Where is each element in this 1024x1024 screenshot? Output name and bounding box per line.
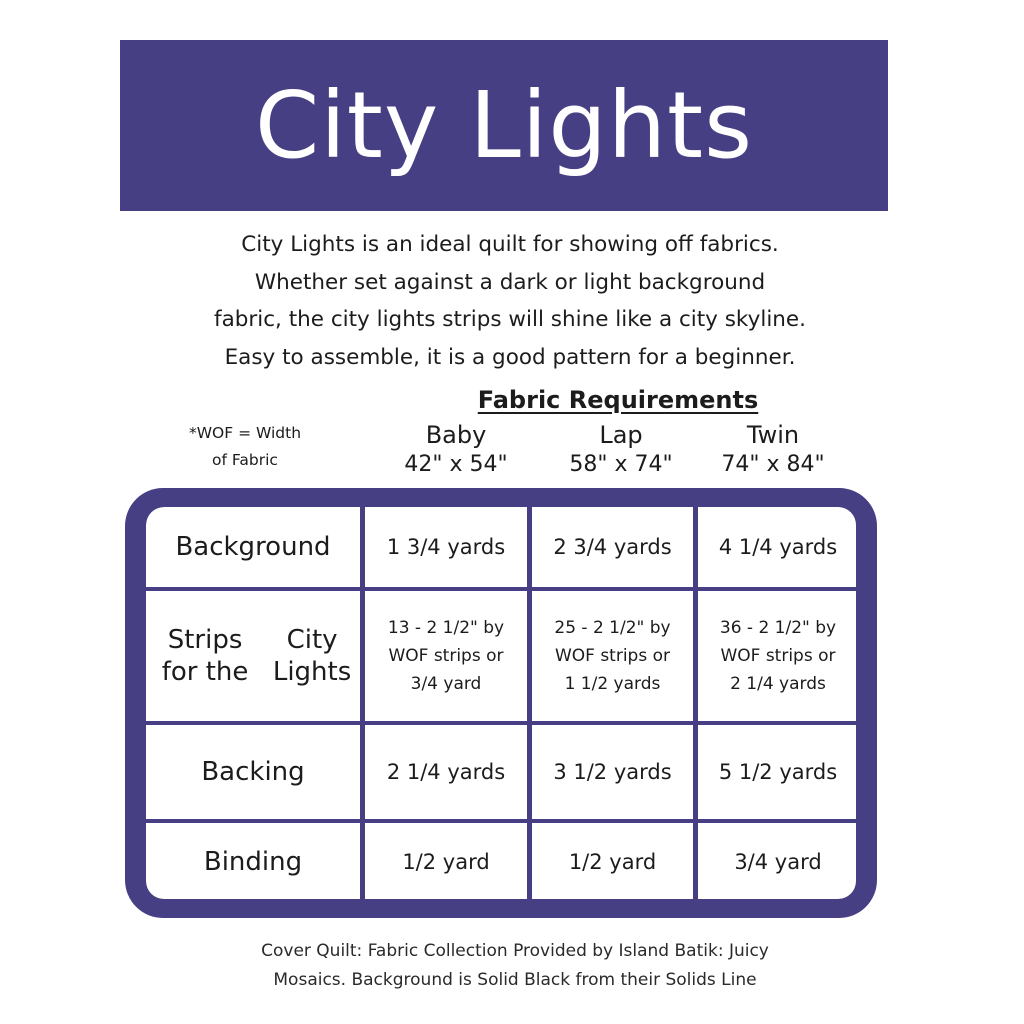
value-line: 1 3/4 yards [386,534,506,559]
size-dimensions: 42" x 54" [404,452,508,477]
value-line: 2 1/4 yards [730,674,826,694]
value-line: 36 - 2 1/2" by [719,618,837,638]
value-cell-baby [365,823,527,899]
row-label-strips-for-the-city-lights [146,591,360,721]
footer-line: Cover Quilt: Fabric Collection Provided by Island Batik: Juicy [261,941,769,961]
value-cell-baby [365,591,527,721]
value-line: WOF strips or [554,646,671,666]
value-cell-twin [698,507,856,587]
size-header-lap [548,420,694,480]
row-label-line: Backing [201,756,305,787]
value-cell-lap [532,591,693,721]
value-line: 2 1/4 yards [386,759,506,784]
value-cell-baby [365,725,527,819]
size-name: Lap [599,421,643,449]
value-line: 3/4 yard [410,674,482,694]
wof-note-line: of Fabric [212,451,278,469]
size-name: Baby [425,421,487,449]
value-line: 2 3/4 yards [553,534,672,559]
intro-line: Easy to assemble, it is a good pattern for a beginner. [224,344,796,370]
value-cell-lap [532,725,693,819]
size-name: Twin [746,421,800,449]
value-line: WOF strips or [720,646,836,666]
value-cell-baby [365,507,527,587]
title-banner [120,40,888,211]
value-line: 1 1/2 yards [564,674,661,694]
value-line: 1/2 yard [568,849,657,874]
footer-line: Mosaics. Background is Solid Black from their Solids Line [273,970,757,990]
intro-line: City Lights is an ideal quilt for showing off fabrics. [241,232,779,257]
value-line: 5 1/2 yards [718,759,838,784]
page-title: City Lights [254,71,754,179]
value-cell-lap [532,507,693,587]
row-label-line: Background [175,531,331,562]
value-line: 13 - 2 1/2" by [387,618,505,638]
value-line: 1/2 yard [402,849,490,874]
size-header-baby [383,420,529,480]
intro-paragraph [130,226,890,376]
size-header-twin [700,420,846,480]
intro-line: fabric, the city lights strips will shine like a city skyline. [214,307,806,332]
wof-note [160,420,330,474]
row-label-background [146,507,360,587]
row-label-line: Binding [203,846,303,877]
value-cell-lap [532,823,693,899]
row-label-backing [146,725,360,819]
row-label-line: City Lights [272,624,352,687]
requirements-heading: Fabric Requirements [477,386,759,414]
value-line: 3/4 yard [734,849,822,874]
value-line: 3 1/2 yards [553,759,672,784]
size-dimensions: 58" x 74" [569,452,673,477]
value-line: 4 1/4 yards [718,534,838,559]
requirements-table [146,507,856,899]
value-line: WOF strips or [388,646,504,666]
value-line: 25 - 2 1/2" by [554,618,671,638]
intro-line: Whether set against a dark or light background [254,269,766,295]
size-dimensions: 74" x 84" [721,452,825,477]
wof-note-line: *WOF = Width [188,424,302,442]
value-cell-twin [698,591,856,721]
row-label-line: Strips for the [161,624,249,687]
value-cell-twin [698,823,856,899]
value-cell-twin [698,725,856,819]
row-label-binding [146,823,360,899]
footer-credit [150,937,880,995]
